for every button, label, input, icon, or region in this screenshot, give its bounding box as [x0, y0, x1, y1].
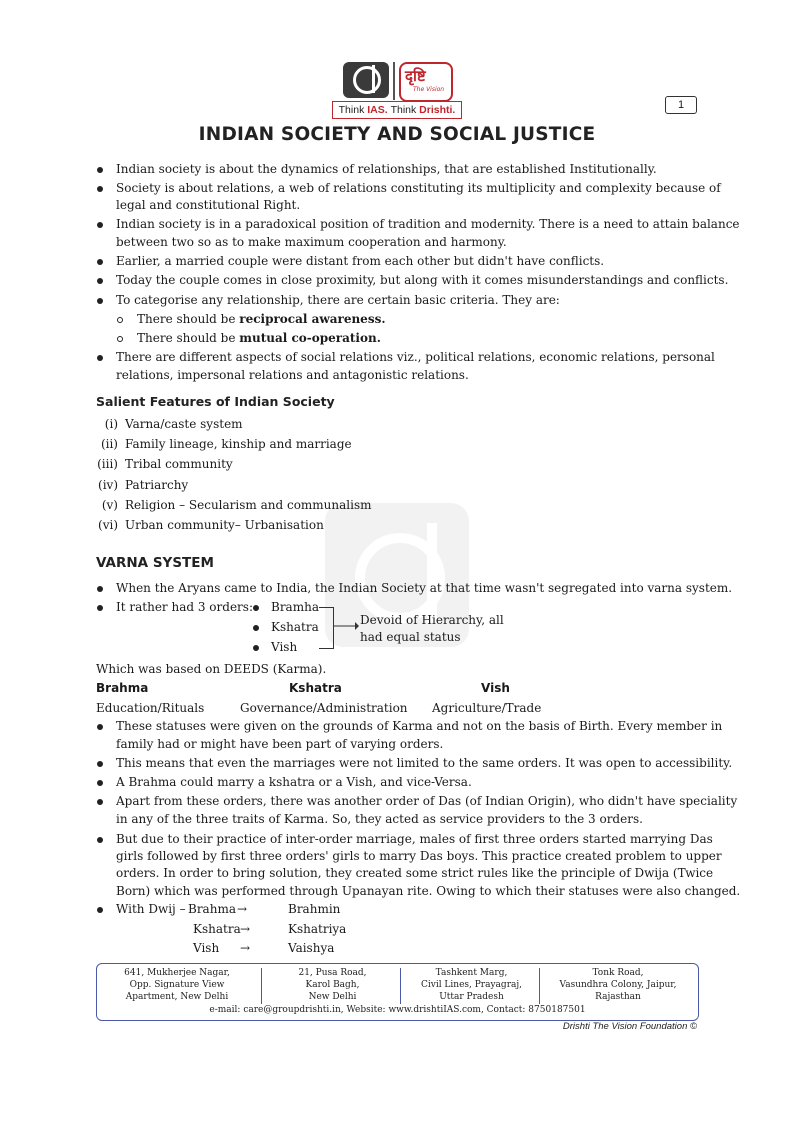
bullet-icon [253, 605, 259, 611]
item-number: (iv) [98, 478, 118, 492]
dwij-from: Kshatra [193, 922, 241, 936]
page-number: 1 [665, 96, 697, 114]
list-item: Religion – Secularism and communalism [125, 498, 372, 512]
address-block: Tashkent Marg, Civil Lines, Prayagraj, Uttar Pradesh [420, 968, 523, 1002]
list-item: Indian society is in a paradoxical position of tradition and modernity. There is a need to attain balance [116, 217, 740, 231]
bullet-icon [97, 278, 103, 284]
list-item: Apart from these orders, there was another order of Das (of Indian Origin), who didn't have speciality [116, 794, 738, 808]
hollow-bullet-icon [117, 317, 123, 323]
item-number: (v) [101, 498, 118, 512]
order-item: Kshatra [271, 620, 319, 634]
logo-divider [393, 62, 395, 100]
tagline: Think IAS. Think Drishti. [332, 101, 462, 119]
list-item: relations, impersonal relations and antagonistic relations. [116, 368, 469, 382]
list-item: Patriarchy [125, 478, 189, 492]
list-item: in any of the three traits of Karma. So, they acted as service providers to the 3 orders. [116, 812, 643, 826]
list-item: Varna/caste system [125, 417, 243, 431]
dwij-from: Brahma [188, 902, 236, 916]
bullet-icon [97, 907, 103, 913]
divider [539, 968, 540, 1004]
address-block: Tonk Road, Vasundhra Colony, Jaipur, Rajasthan [559, 968, 677, 1002]
arrow-right-icon: → [240, 941, 251, 955]
column-heading: Brahma [96, 681, 149, 695]
divider [261, 968, 262, 1004]
arrow-right-icon: → [240, 922, 251, 936]
arrow-right-icon [333, 620, 359, 632]
list-item: This means that even the marriages were not limited to the same orders. It was open to accessibility. [116, 756, 733, 770]
list-item: Society is about relations, a web of relations constituting its multiplicity and complexity because of [116, 181, 721, 195]
address-block: 21, Pusa Road, Karol Bagh, New Delhi [298, 968, 367, 1002]
column-heading: Vish [481, 681, 510, 695]
list-item: It rather had 3 orders: [116, 600, 253, 614]
item-number: (i) [104, 417, 118, 431]
list-item: There should be mutual co-operation. [137, 331, 381, 345]
address-block: 641, Mukherjee Nagar, Opp. Signature View Apartment, New Delhi [124, 968, 230, 1002]
bullet-icon [97, 780, 103, 786]
bullet-icon [97, 605, 103, 611]
bullet-icon [97, 222, 103, 228]
bullet-icon [97, 724, 103, 730]
item-number: (ii) [100, 437, 118, 451]
drishti-hindi-logo: दृष्टि The Vision [399, 62, 453, 102]
column-heading: Kshatra [289, 681, 342, 695]
list-item: Earlier, a married couple were distant from each other but didn't have conflicts. [116, 254, 605, 268]
list-item: Family lineage, kinship and marriage [125, 437, 352, 451]
column-value: Governance/Administration [240, 701, 408, 715]
order-item: Bramha [271, 600, 319, 614]
footer-address-box [96, 963, 699, 1021]
list-item: orders. In order to bring solution, they created some strict rules like the principle of Dwija (Twice [116, 866, 714, 880]
copyright: Drishti The Vision Foundation © [562, 1021, 697, 1032]
list-item: Tribal community [125, 457, 233, 471]
dwij-to: Vaishya [288, 941, 335, 955]
list-item: When the Aryans came to India, the Indian Society at that time wasn't segregated into varna system. [116, 581, 733, 595]
hollow-bullet-icon [117, 336, 123, 342]
list-item: There are different aspects of social relations viz., political relations, economic relations, personal [116, 350, 715, 364]
bullet-icon [97, 799, 103, 805]
dwij-from: Vish [193, 941, 220, 955]
bullet-icon [97, 761, 103, 767]
bullet-icon [97, 355, 103, 361]
bullet-icon [253, 645, 259, 651]
dwij-to: Kshatriya [288, 922, 347, 936]
list-item: Today the couple comes in close proximity, but along with it comes misunderstandings and conflicts. [116, 273, 729, 287]
bracket [319, 607, 334, 649]
drishti-d-logo [343, 62, 389, 98]
list-item: But due to their practice of inter-order marriage, males of first three orders started marrying Das [116, 832, 713, 846]
list-item: These statuses were given on the grounds of Karma and not on the basis of Birth. Every member in [116, 719, 723, 733]
list-item: legal and constitutional Right. [116, 198, 301, 212]
list-item: There should be reciprocal awareness. [137, 312, 386, 326]
list-item: To categorise any relationship, there are certain basic criteria. They are: [116, 293, 560, 307]
bullet-icon [97, 837, 103, 843]
item-number: (iii) [97, 457, 118, 471]
bullet-icon [97, 259, 103, 265]
item-number: (vi) [98, 518, 118, 532]
dwij-label: With Dwij – [116, 902, 186, 916]
paragraph: Which was based on DEEDS (Karma). [96, 662, 327, 676]
list-item: Indian society is about the dynamics of relationships, that are established Institutionally. [116, 162, 657, 176]
column-value: Agriculture/Trade [432, 701, 542, 715]
bullet-icon [97, 298, 103, 304]
note-text: had equal status [360, 630, 461, 644]
divider [400, 968, 401, 1004]
arrow-right-icon: → [237, 902, 248, 916]
bullet-icon [253, 625, 259, 631]
list-item: between two so as to make maximum cooperation and harmony. [116, 235, 507, 249]
list-item: Urban community– Urbanisation [125, 518, 324, 532]
bullet-icon [97, 167, 103, 173]
note-text: Devoid of Hierarchy, all [360, 613, 504, 627]
contact-line: e-mail: care@groupdrishti.in, Website: www.drishtiIAS.com, Contact: 8750187501 [209, 1005, 586, 1015]
list-item: A Brahma could marry a kshatra or a Vish, and vice-Versa. [116, 775, 472, 789]
list-item: family had or might have been part of varying orders. [116, 737, 444, 751]
page-title: INDIAN SOCIETY AND SOCIAL JUSTICE [198, 124, 596, 145]
section-heading: VARNA SYSTEM [96, 555, 214, 571]
list-item: Born) which was performed through Upanayan rite. Owing to which their statuses were also changed. [116, 884, 741, 898]
order-item: Vish [271, 640, 298, 654]
section-heading: Salient Features of Indian Society [96, 394, 335, 409]
dwij-to: Brahmin [288, 902, 341, 916]
list-item: girls followed by first three orders' girls to marry Das boys. This practice created problem to upper [116, 849, 722, 863]
bullet-icon [97, 586, 103, 592]
column-value: Education/Rituals [96, 701, 205, 715]
bullet-icon [97, 186, 103, 192]
